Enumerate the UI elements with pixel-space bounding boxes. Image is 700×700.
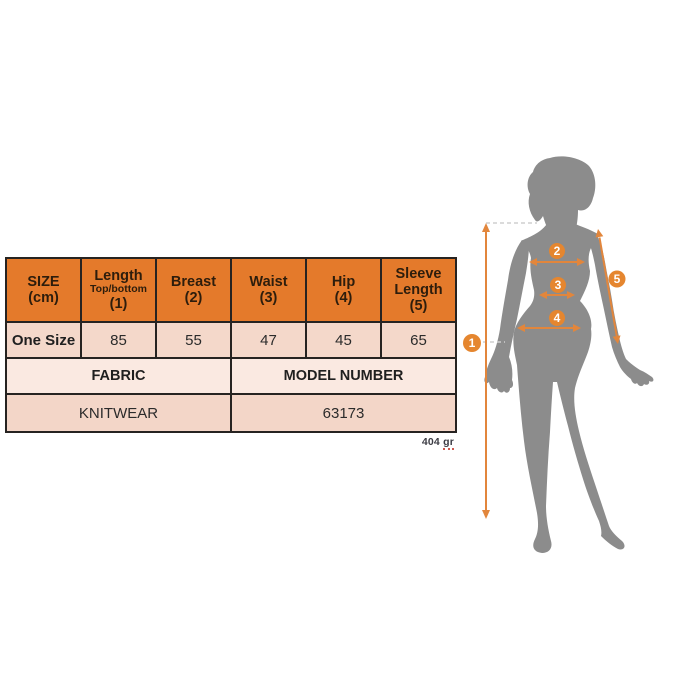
header-line: Length: [94, 267, 143, 284]
header-subline: Top/bottom: [90, 283, 147, 296]
col-header-length: [81, 258, 156, 322]
marker-number-5: 5: [613, 272, 621, 287]
sleeve-value-cell: 65: [381, 322, 456, 358]
size-chart-table: [5, 257, 457, 433]
marker-number-2: 2: [553, 244, 561, 259]
col-header-hip: [306, 258, 381, 322]
col-header-sleeve-length: [381, 258, 456, 322]
header-line: (1): [109, 295, 128, 312]
marker-number-3: 3: [554, 278, 562, 293]
length-value-cell: 85: [81, 322, 156, 358]
breast-value-cell: 55: [156, 322, 231, 358]
length-arrowhead-bottom: [482, 510, 490, 519]
header-row: [6, 258, 456, 322]
header-line: (5): [409, 298, 428, 315]
header-line: Waist: [249, 273, 288, 290]
weight-unit: gr: [443, 436, 454, 448]
length-arrowhead-top: [482, 223, 490, 232]
silhouette-torso-legs: [513, 224, 624, 553]
female-silhouette: [484, 156, 653, 553]
silhouette-head: [528, 156, 596, 232]
header-line: (3): [259, 290, 278, 306]
header-line: Breast: [170, 273, 217, 290]
model-number-label-cell: MODEL NUMBER: [231, 358, 456, 394]
weight-note: [5, 436, 454, 448]
header-line: Length: [394, 281, 443, 298]
col-header-size: [6, 258, 81, 322]
marker-number-1: 1: [468, 336, 476, 351]
waist-value-cell: 47: [231, 322, 306, 358]
header-line: SIZE: [27, 273, 60, 290]
fabric-model-value-row: [6, 394, 456, 432]
fabric-value-cell: KNITWEAR: [6, 394, 231, 432]
header-line: Sleeve: [395, 265, 442, 282]
body-measurement-figure: [450, 140, 675, 575]
header-line: (2): [184, 290, 203, 306]
size-name-cell: One Size: [6, 322, 81, 358]
col-header-waist: [231, 258, 306, 322]
model-number-value-cell: 63173: [231, 394, 456, 432]
fabric-label-cell: FABRIC: [6, 358, 231, 394]
weight-value: 404: [421, 436, 440, 448]
measurement-diagram-svg: [450, 140, 675, 575]
col-header-breast: [156, 258, 231, 322]
header-line: (4): [334, 290, 353, 306]
header-line: (cm): [28, 290, 59, 306]
marker-number-4: 4: [553, 311, 561, 326]
measurements-row: [6, 322, 456, 358]
silhouette-right-arm: [589, 233, 653, 386]
fabric-model-label-row: [6, 358, 456, 394]
hip-value-cell: 45: [306, 322, 381, 358]
header-line: Hip: [331, 273, 356, 290]
